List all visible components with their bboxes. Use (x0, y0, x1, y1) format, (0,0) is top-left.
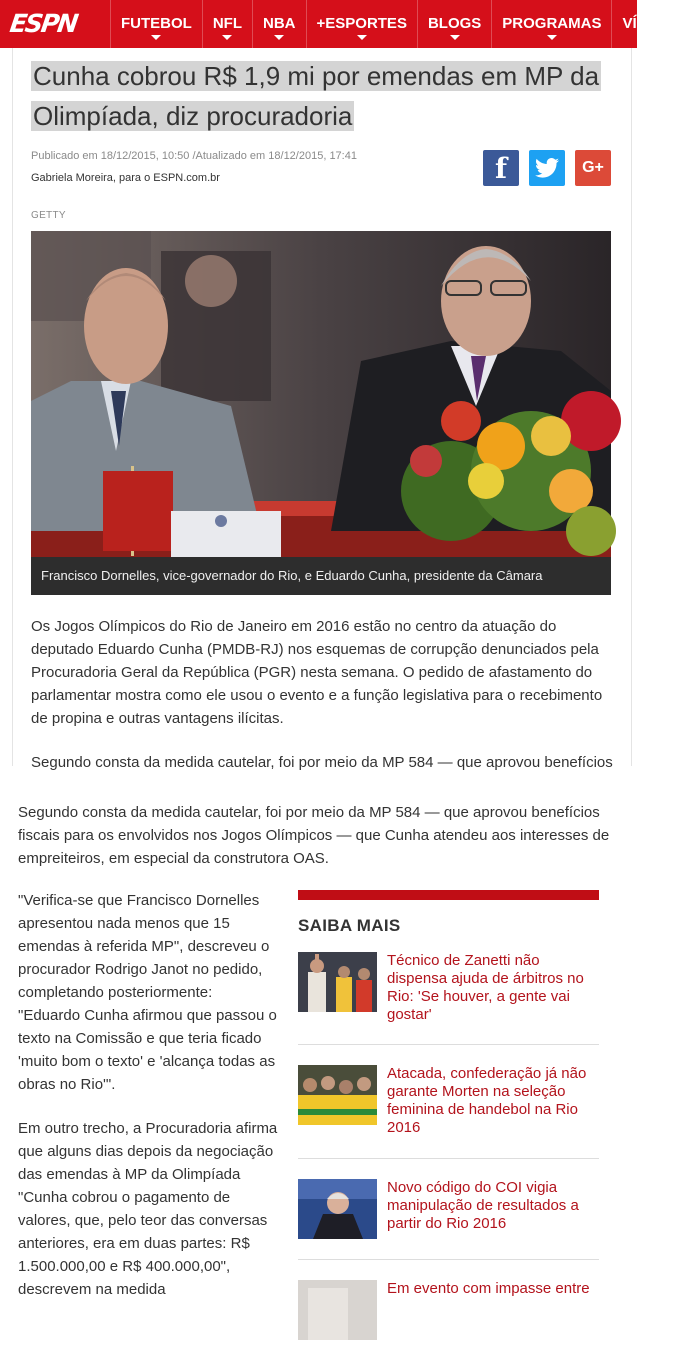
caret-down-icon (274, 35, 284, 40)
related-item[interactable] (298, 1179, 599, 1239)
facebook-share-button[interactable] (483, 150, 519, 186)
related-link[interactable]: Em evento com impasse entre (387, 1280, 590, 1297)
nav-item-esportes[interactable]: +ESPORTES (306, 0, 417, 48)
photo-credit: GETTY (31, 210, 66, 221)
twitter-share-button[interactable] (529, 150, 565, 186)
caret-down-icon (547, 35, 557, 40)
related-link[interactable]: Técnico de Zanetti não dispensa ajuda de árbitros no Rio: 'Se houver, a gente vai gostar' (387, 952, 584, 1023)
caret-down-icon (357, 35, 367, 40)
related-divider (298, 1259, 599, 1260)
nav-item-videos[interactable]: VÍDEOS (611, 0, 689, 48)
article-paragraph-truncated: Segundo consta da medida cautelar, foi por meio da MP 584 — que aprovou benefícios (31, 754, 613, 771)
article-paragraph: Segundo consta da medida cautelar, foi por meio da MP 584 — que aprovou benefícios fiscais para os envolvidos nos Jogos Olímpicos — que Cunha atendeu aos interesses de empreiteiros, em especial da construtora OAS. (18, 804, 610, 867)
nav-menu (110, 0, 689, 48)
publish-meta: Publicado em 18/12/2015, 10:50 /Atualizado em 18/12/2015, 17:41 (31, 150, 357, 162)
twitter-icon (535, 158, 559, 178)
related-item[interactable] (298, 1280, 599, 1340)
nav-item-futebol[interactable]: FUTEBOL (110, 0, 202, 48)
caret-down-icon (222, 35, 232, 40)
related-thumbnail (298, 952, 377, 1012)
related-thumbnail (298, 1065, 377, 1125)
related-item[interactable] (298, 1065, 599, 1137)
top-nav (0, 0, 680, 48)
caret-down-icon (646, 35, 656, 40)
nav-item-programas[interactable]: PROGRAMAS (491, 0, 611, 48)
article-paragraph: Os Jogos Olímpicos do Rio de Janeiro em 2016 estão no centro da atuação do deputado Eduardo Cunha (PMDB-RJ) nos esquemas de corrupção denunciados pela Procuradoria Geral da República (PGR) nesta semana. O pedido de afastamento do parlamentar mostra como ele usou o evento e a função legislativa para o recebimento de propina e outras vantagens ilícitas. (31, 618, 603, 727)
related-divider (298, 1158, 599, 1159)
related-articles (298, 890, 599, 1297)
related-item[interactable] (298, 952, 599, 1024)
related-link[interactable]: Novo código do COI vigia manipulação de resultados a partir do Rio 2016 (387, 1179, 579, 1232)
caret-down-icon (450, 35, 460, 40)
facebook-icon: f (494, 151, 508, 185)
googleplus-share-button[interactable] (575, 150, 611, 186)
section-divider (298, 890, 599, 900)
nav-item-nfl[interactable]: NFL (202, 0, 252, 48)
nav-item-blogs[interactable]: BLOGS (417, 0, 491, 48)
photo-caption: Francisco Dornelles, vice-governador do Rio, e Eduardo Cunha, presidente da Câmara (31, 557, 611, 595)
espn-logo[interactable]: ESPN (8, 9, 79, 38)
byline: Gabriela Moreira, para o ESPN.com.br (31, 172, 220, 184)
googleplus-icon: G+ (582, 159, 604, 176)
related-thumbnail (298, 1179, 377, 1239)
related-divider (298, 1044, 599, 1045)
related-link[interactable]: Atacada, confederação já não garante Morten na seleção feminina de handebol na Rio 2016 (387, 1065, 587, 1136)
article-paragraph: Em outro trecho, a Procuradoria afirma que alguns dias depois da negociação das emendas à MP da Olimpíada "Cunha cobrou o pagamento de valores, que, pelo teor das conversas anteriores, era em duas partes: R$ 1.500.000,00 e R$ 400.000,00", descrevem na medida (18, 1120, 278, 1298)
photo-illustration (31, 231, 611, 557)
nav-item-nba[interactable]: NBA (252, 0, 306, 48)
related-thumbnail (298, 1280, 377, 1340)
article-photo (31, 231, 611, 557)
article-headline: Cunha cobrou R$ 1,9 mi por emendas em MP da Olimpíada, diz procuradoria (33, 61, 600, 131)
article-card (12, 48, 632, 771)
related-title: SAIBA MAIS (298, 916, 401, 935)
caret-down-icon (151, 35, 161, 40)
article-quote-paragraph: "Verifica-se que Francisco Dornelles apresentou nada menos que 15 emendas à referida MP", descreveu o procurador Rodrigo Janot no pedido, completando posteriormente: "Eduardo Cunha afirmou que passou o texto na Comissão e que teria ficado 'muito bom o texto' e 'alcança todas as obras no Rio'". (18, 892, 277, 1093)
